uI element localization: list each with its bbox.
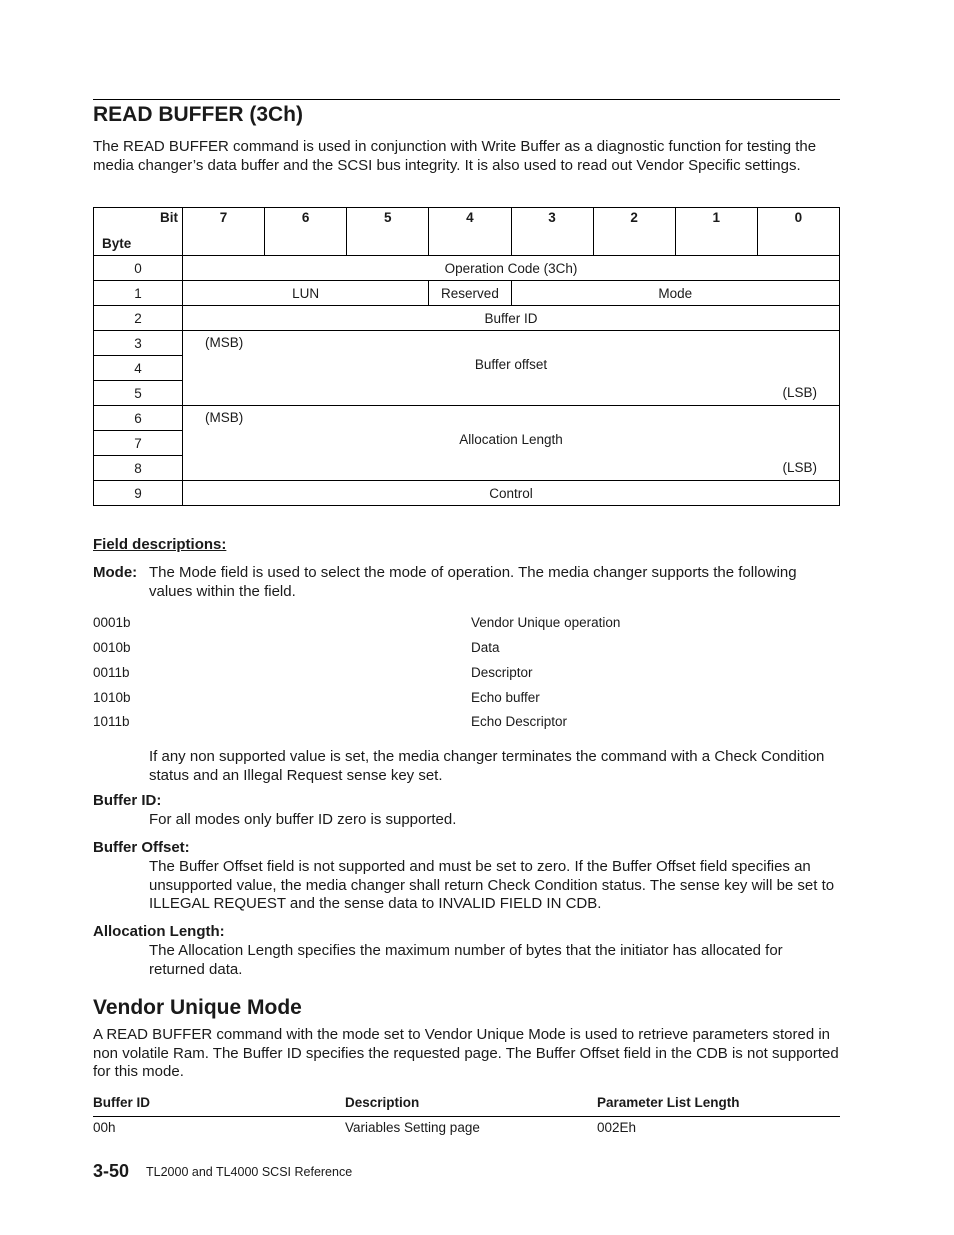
bit-0: 0 xyxy=(757,208,839,256)
page-number: 3-50 xyxy=(93,1161,130,1181)
allocation-length-label: Allocation Length: xyxy=(93,923,225,940)
bit-5: 5 xyxy=(347,208,429,256)
vendor-mode-paragraph: A READ BUFFER command with the mode set to Vendor Unique Mode is used to retrieve parameters stored in non volatile Ram. The Buffer ID specifies the requested page. The Buffer Offset field in the CDB is not supported for this mode. xyxy=(93,1026,839,1080)
byte-number: 8 xyxy=(94,456,183,481)
cdb-row xyxy=(94,481,840,506)
vendor-cell: 002Eh xyxy=(597,1120,637,1135)
mode-desc: Echo Descriptor xyxy=(471,714,568,729)
allocation-length-field xyxy=(183,406,840,481)
cdb-row xyxy=(94,406,840,431)
mode-desc: Descriptor xyxy=(471,665,533,680)
vendor-col-buffer-id: Buffer ID xyxy=(93,1095,150,1110)
cdb-row xyxy=(94,281,840,306)
bit-label: Bit xyxy=(160,210,178,225)
bit-byte-header xyxy=(94,208,183,256)
vendor-mode-title: Vendor Unique Mode xyxy=(93,996,302,1019)
cdb-header-row xyxy=(94,208,840,256)
byte-number: 7 xyxy=(94,431,183,456)
bit-4: 4 xyxy=(429,208,511,256)
mode-desc: Vendor Unique operation xyxy=(471,615,621,630)
mode-field: Mode xyxy=(511,281,840,306)
intro-paragraph: The READ BUFFER command is used in conjunction with Write Buffer as a diagnostic function for testing the media changer’s data buffer and the SCSI bus integrity. It is also used to read out Vendor Specific settings. xyxy=(93,138,817,174)
mode-description: The Mode field is used to select the mode of operation. The media changer supports the following values within the field. xyxy=(149,564,797,600)
buffer-id-description: For all modes only buffer ID zero is supported. xyxy=(149,811,457,828)
byte-label: Byte xyxy=(102,236,132,251)
mode-code: 0010b xyxy=(93,640,131,655)
byte-number: 5 xyxy=(94,381,183,406)
mode-code: 0011b xyxy=(93,665,130,680)
mode-code: 1010b xyxy=(93,690,131,705)
cdb-row xyxy=(94,306,840,331)
vendor-col-length: Parameter List Length xyxy=(597,1095,740,1110)
buffer-offset-description: The Buffer Offset field is not supported and must be set to zero. If the Buffer Offset field specifies an unsupported value, the media changer shall return Check Condition status. The sense key will be set to ILLEGAL REQUEST and the sense data to INVALID FIELD IN CDB. xyxy=(149,858,835,912)
field-descriptions-heading: Field descriptions: xyxy=(93,536,227,553)
mode-desc: Echo buffer xyxy=(471,690,540,705)
vendor-col-description: Description xyxy=(345,1095,420,1110)
opcode-field: Operation Code (3Ch) xyxy=(183,256,840,281)
byte-number: 9 xyxy=(94,481,183,506)
mode-label: Mode: xyxy=(93,564,138,581)
vendor-table-rule xyxy=(93,1116,840,1117)
lun-field: LUN xyxy=(183,281,429,306)
allocation-length-label: Allocation Length xyxy=(459,432,563,447)
vendor-cell: 00h xyxy=(93,1120,116,1135)
lsb-label: (LSB) xyxy=(782,460,817,475)
document-title: TL2000 and TL4000 SCSI Reference xyxy=(146,1165,353,1179)
byte-number: 1 xyxy=(94,281,183,306)
byte-number: 0 xyxy=(94,256,183,281)
control-field: Control xyxy=(183,481,840,506)
mode-code: 0001b xyxy=(93,615,131,630)
mode-note: If any non supported value is set, the media changer terminates the command with a Check Condition status and an Illegal Request sense key set. xyxy=(149,748,825,784)
bit-7: 7 xyxy=(183,208,265,256)
top-rule xyxy=(93,99,840,100)
bit-3: 3 xyxy=(511,208,593,256)
allocation-length-description: The Allocation Length specifies the maximum number of bytes that the initiator has allocated for returned data. xyxy=(149,942,783,978)
buffer-offset-label: Buffer Offset: xyxy=(93,839,190,856)
byte-number: 2 xyxy=(94,306,183,331)
vendor-cell: Variables Setting page xyxy=(345,1120,480,1135)
buffer-offset-field xyxy=(183,331,840,406)
msb-label: (MSB) xyxy=(205,410,244,425)
mode-code: 1011b xyxy=(93,714,130,729)
bit-1: 1 xyxy=(675,208,757,256)
reserved-field: Reserved xyxy=(429,281,511,306)
byte-number: 4 xyxy=(94,356,183,381)
cdb-row xyxy=(94,331,840,356)
bit-2: 2 xyxy=(593,208,675,256)
byte-number: 6 xyxy=(94,406,183,431)
section-title: READ BUFFER (3Ch) xyxy=(93,103,303,126)
lsb-label: (LSB) xyxy=(782,385,817,400)
cdb-row xyxy=(94,256,840,281)
cdb-table xyxy=(93,207,840,506)
buffer-offset-label: Buffer offset xyxy=(474,357,548,372)
mode-desc: Data xyxy=(471,640,500,655)
buffer-id-field: Buffer ID xyxy=(183,306,840,331)
byte-number: 3 xyxy=(94,331,183,356)
buffer-id-label: Buffer ID: xyxy=(93,792,162,809)
msb-label: (MSB) xyxy=(205,335,244,350)
bit-6: 6 xyxy=(265,208,347,256)
